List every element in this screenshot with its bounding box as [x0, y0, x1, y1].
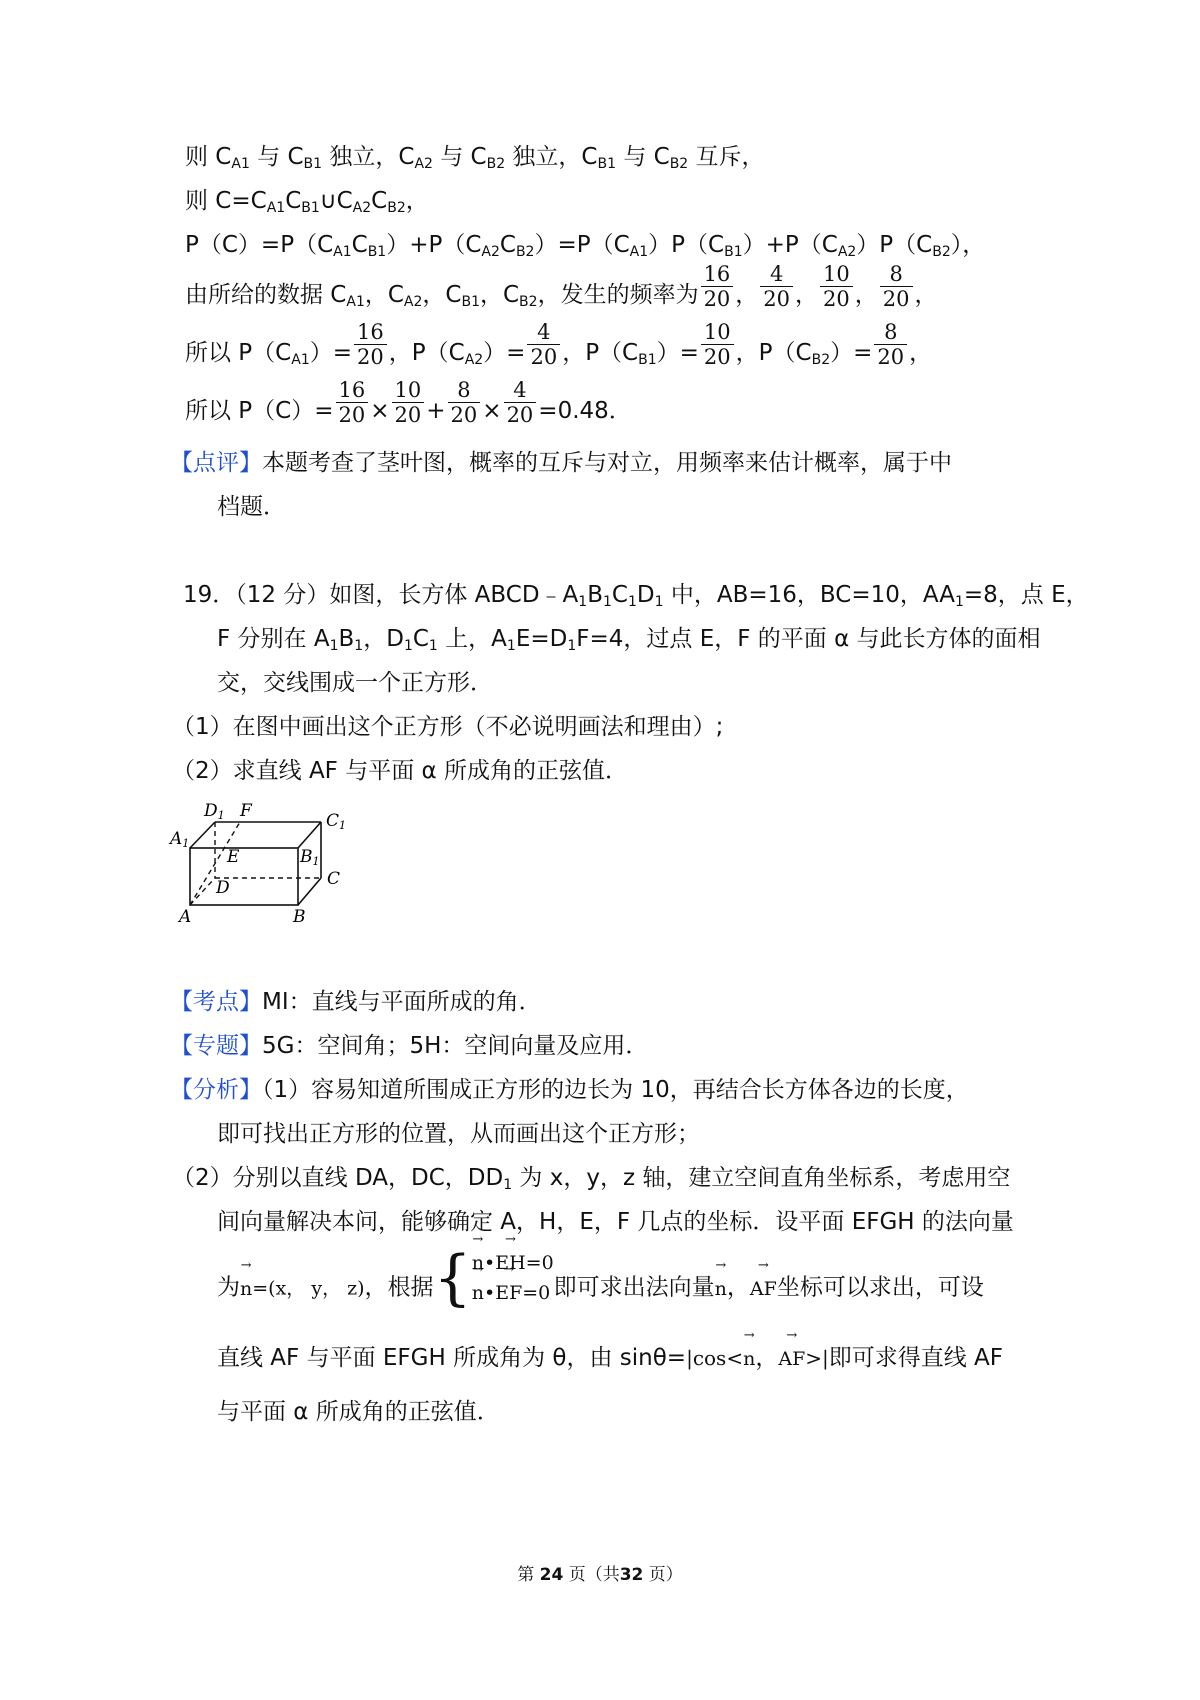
p-ca1-text: 所以 $P(C_{A1})=$: [185, 340, 353, 368]
edge-ad-hidden: [190, 878, 215, 905]
label-e: E: [227, 847, 240, 867]
fraction-4-20: $\frac{4}{20}$: [760, 262, 793, 311]
brace-icon: {: [433, 1243, 472, 1313]
label-d1: D1: [204, 801, 225, 822]
vector-n-3: → n: [743, 1344, 755, 1374]
problem-line-2: F 分别在 $A_1B_1$，$D_1C_1$ 上，$A_1E=D_1F=4$，过点 E，F 的平面 α 与此长方体的面相: [217, 626, 1041, 654]
footer-mid: 页（共: [568, 1565, 620, 1585]
p-cb2-text: ，$P(C_{B2})=$: [735, 340, 873, 368]
fenxi-line-1: [170, 1075, 969, 1105]
fenxi-5e: 坐标可以求出，可设: [776, 1274, 984, 1301]
solution-line-6: 所以 P（C）= $\frac{16}{20}$ × $\frac{10}{20}$ + $\frac{8}{20}$ × $\frac{4}{20}$ =0.48．: [185, 378, 632, 427]
label-c: C: [327, 869, 341, 889]
comment-line-2: 档题．: [217, 494, 286, 520]
fenxi-6a: 直线 AF 与平面 EFGH 所成角为 θ，由 sinθ=: [217, 1345, 687, 1371]
label-c1: C1: [326, 811, 347, 832]
vector-n-eq1: → n: [472, 1248, 484, 1278]
fenxi-6b: 即可求得直线 AF: [828, 1345, 1004, 1371]
comment-line-1: [170, 448, 952, 478]
total-pages: 32: [619, 1565, 644, 1585]
front-face: [190, 848, 298, 905]
fenxi-line-5: [217, 1243, 984, 1313]
vector-af: → AF: [750, 1274, 777, 1304]
fenxi-line-7: 与平面 α 所成角的正弦值．: [217, 1399, 500, 1425]
zhuanti-text: 5G：空间角；5H：空间向量及应用．: [262, 1033, 649, 1059]
result-text: =0.48．: [538, 398, 632, 424]
problem-line-3: 交，交线围成一个正方形．: [217, 670, 493, 696]
fraction-8-20: $\frac{8}{20}$: [880, 262, 913, 311]
problem-part-1: （1）在图中画出这个正方形（不必说明画法和理由）;: [172, 714, 724, 740]
fraction-10-20: $\frac{10}{20}$: [392, 378, 425, 427]
cos-sep: ，: [755, 1345, 779, 1371]
kaodian-text: MI：直线与平面所成的角．: [262, 989, 542, 1015]
vector-ef: → EF: [495, 1278, 522, 1308]
vector-n: → n: [240, 1274, 252, 1304]
edge-a1d1: [190, 822, 215, 848]
cos-open: |cos<: [686, 1346, 744, 1370]
zhuanti-line: [170, 1031, 648, 1061]
fraction-8-20: $\frac{8}{20}$: [874, 320, 907, 369]
vector-n-eq2: → n: [472, 1278, 484, 1308]
label-d: D: [216, 878, 230, 898]
frequency-text: 由所给的数据 $C_{A1}$，$C_{A2}$，$C_{B1}$，$C_{B2}$，发生的频率为: [185, 282, 699, 310]
comment-tag: 【点评】: [170, 450, 262, 476]
vector-af-2: → AF: [778, 1344, 805, 1374]
solution-line-4: 由所给的数据 $C_{A1}$，$C_{A2}$，$C_{B1}$，$C_{B2}$，发生的频率为 $\frac{16}{20}$ ， $\frac{4}{20}$ ， $\frac{10}{20}$ ， $\frac{8}{20}$ ，: [185, 262, 938, 311]
fenxi-line-6: [217, 1343, 1003, 1374]
label-a: A: [179, 907, 192, 927]
kaodian-line: [170, 987, 542, 1017]
zhuanti-tag: 【专题】: [170, 1033, 262, 1059]
label-a1: A1: [170, 829, 190, 850]
cuboid-figure: [168, 800, 358, 930]
solution-line-1: 则 $C_{A1}$ 与 $C_{B1}$ 独立，$C_{A2}$ 与 $C_{B2}$ 独立，$C_{B1}$ 与 $C_{B2}$ 互斥，: [185, 144, 765, 172]
label-f: F: [240, 801, 252, 821]
fenxi-tag: 【分析】: [170, 1077, 262, 1103]
fraction-4-20: $\frac{4}{20}$: [527, 320, 560, 369]
edge-b1c1: [298, 822, 321, 848]
solution-line-5: 所以 $P(C_{A1})=$ $\frac{16}{20}$ ，$P(C_{A2})=$ $\frac{4}{20}$ ，$P(C_{B1})=$ $\frac{10}{20}$ ，$P(C_{B2})=$ $\frac{8}{20}$ ，: [185, 320, 933, 369]
cos-close: >|: [805, 1346, 829, 1370]
p-c-text: 所以 P（C）=: [185, 398, 334, 424]
fenxi-line-4: 间向量解决本问，能够确定 A，H，E，F 几点的坐标．设平面 EFGH 的法向量: [217, 1209, 1014, 1235]
footer-post: 页）: [648, 1565, 683, 1585]
label-b: B: [293, 907, 306, 927]
kaodian-tag: 【考点】: [170, 989, 262, 1015]
fraction-10-20: $\frac{10}{20}$: [820, 262, 853, 311]
fenxi-line-2: 即可找出正方形的位置，从而画出这个正方形；: [217, 1121, 700, 1147]
fraction-16-20: $\frac{16}{20}$: [336, 378, 369, 427]
fenxi-5b: ，根据: [364, 1274, 434, 1301]
fenxi-5c: 即可求出法向量: [553, 1274, 715, 1301]
p-cb1-text: ，$P(C_{B1})=$: [562, 340, 699, 368]
solution-line-3: $P(C)=P(C_{A1}C_{B1})+P(C_{A2}C_{B2})=P(C_{A1})P(C_{B1})+P(C_{A2})P(C_{B2})$，: [185, 232, 986, 260]
problem-part-2: （2）求直线 AF 与平面 α 所成角的正弦值．: [172, 758, 629, 784]
edge-bc: [298, 878, 321, 905]
fraction-16-20: $\frac{16}{20}$: [354, 320, 387, 369]
fraction-10-20: $\frac{10}{20}$: [701, 320, 734, 369]
vector-n-2: → n: [715, 1274, 727, 1304]
problem-line-1: 19．（12 分）如图，长方体 $ABCD﹣A_1B_1C_1D_1$ 中，AB=16，BC=10，$AA_1=8$，点 E，: [183, 582, 1089, 610]
page-number: 24: [539, 1565, 564, 1585]
solution-line-2: 则 $C=C_{A1}C_{B1}\cup C_{A2}C_{B2}$，: [185, 188, 429, 216]
label-b1: B1: [300, 847, 320, 868]
p-ca2-text: ，$P(C_{A2})=$: [388, 340, 526, 368]
fenxi-5a: 为: [217, 1274, 240, 1301]
fenxi-5d: ，: [726, 1274, 750, 1301]
n-coords: =(x， y， z): [252, 1277, 365, 1300]
vector-eh: → EH: [495, 1248, 525, 1278]
fraction-16-20: $\frac{16}{20}$: [701, 262, 734, 311]
equation-system: → n•→ EH=0 → n•→ EF=0: [472, 1248, 554, 1308]
page-footer: [0, 1560, 1200, 1585]
fraction-8-20: $\frac{8}{20}$: [448, 378, 481, 427]
comment-text: 本题考查了茎叶图，概率的互斥与对立，用频率来估计概率，属于中: [262, 450, 952, 476]
fraction-4-20: $\frac{4}{20}$: [504, 378, 537, 427]
footer-pre: 第: [517, 1565, 535, 1585]
fenxi-text-1: （1）容易知道所围成正方形的边长为 10，再结合长方体各边的长度，: [262, 1077, 969, 1103]
fenxi-line-3: （2）分别以直线 DA，DC，$DD_1$ 为 x，y，z 轴，建立空间直角坐标系，考虑用空: [172, 1165, 1011, 1193]
